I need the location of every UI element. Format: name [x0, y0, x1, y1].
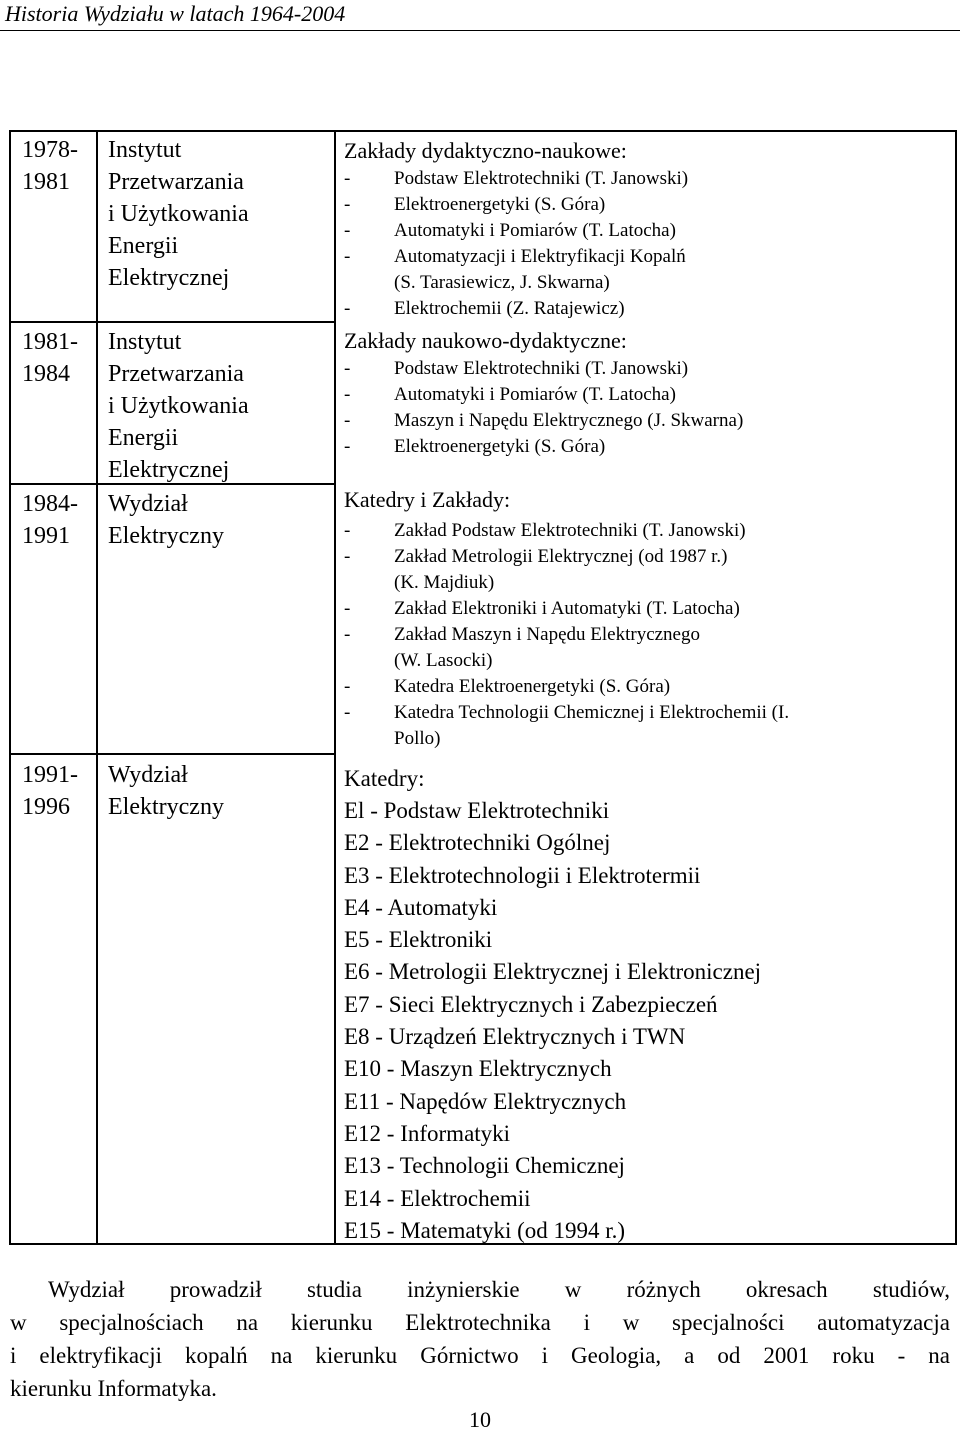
structure-section [344, 485, 944, 752]
list-item-text: Pollo) [394, 728, 441, 749]
list-item [344, 382, 944, 408]
list-dash: - [344, 624, 351, 645]
list-item-text: (S. Tarasiewicz, J. Skwarna) [394, 272, 610, 293]
section-heading: Katedry i Zakłady: [344, 487, 511, 512]
year-line: 1981- [22, 329, 78, 355]
year-line: 1978- [22, 137, 78, 163]
unit-name-line: Elektryczny [108, 794, 224, 820]
list-dash: - [344, 546, 351, 567]
department-line: El - Podstaw Elektrotechniki [344, 798, 610, 823]
list-item-text: Elektroenergetyki (S. Góra) [394, 436, 606, 457]
list-item-text: Automatyki i Pomiarów (T. Latocha) [394, 220, 676, 241]
table-row-divider [9, 321, 336, 323]
list-dash: - [344, 220, 351, 241]
list-item [344, 700, 944, 752]
section-heading: Zakłady naukowo-dydaktyczne: [344, 328, 627, 353]
running-header [0, 0, 960, 31]
year-line: 1991 [22, 523, 70, 549]
unit-name-line: i Użytkowania [108, 393, 249, 419]
list-item-text: Zakład Metrologii Elektrycznej (od 1987 r.) [394, 546, 728, 567]
department-line: E10 - Maszyn Elektrycznych [344, 1056, 612, 1082]
paragraph-line: i elektryfikacji kopalń na kierunku Górnictwo i Geologia, a od 2001 roku - na [10, 1343, 950, 1368]
list-item-text: Katedra Technologii Chemicznej i Elektrochemii (I. [394, 702, 790, 723]
list-item [344, 296, 944, 322]
unit-name-line: Wydział [108, 491, 188, 517]
list-item [344, 244, 944, 296]
structure-section [344, 326, 944, 460]
list-item [344, 518, 944, 544]
unit-name-line: Przetwarzania [108, 169, 244, 195]
department-line: E4 - Automatyki [344, 894, 498, 920]
list-item-text: Zakład Elektroniki i Automatyki (T. Latocha) [394, 598, 740, 619]
unit-name-line: Instytut [108, 329, 182, 355]
section-heading: Katedry: [344, 766, 425, 791]
list-dash: - [344, 410, 351, 431]
structure-section [344, 763, 944, 1247]
department-line: E11 - Napędów Elektrycznych [344, 1088, 627, 1114]
list-item-text: (K. Majdiuk) [394, 572, 495, 593]
list-dash: - [344, 520, 351, 541]
unit-name-line: Przetwarzania [108, 361, 244, 387]
list-item [344, 356, 944, 382]
year-line: 1996 [22, 794, 70, 820]
department-line: E6 - Metrologii Elektrycznej i Elektronicznej [344, 959, 762, 985]
table-row-divider [9, 753, 336, 755]
unit-name-line: Elektrycznej [108, 265, 230, 291]
list-item-text: Maszyn i Napędu Elektrycznego (J. Skwarna) [394, 410, 744, 431]
section-heading: Zakłady dydaktyczno-naukowe: [344, 138, 627, 163]
page-number: 10 [469, 1407, 491, 1432]
list-item [344, 408, 944, 434]
list-item-text: (W. Lasocki) [394, 650, 493, 671]
list-dash: - [344, 436, 351, 457]
list-dash: - [344, 702, 351, 723]
unit-name-line: Elektrycznej [108, 457, 230, 483]
list-item [344, 192, 944, 218]
list-dash: - [344, 168, 351, 189]
list-item-text: Elektrochemii (Z. Ratajewicz) [394, 298, 625, 319]
paragraph-line: Wydział prowadził studia inżynierskie w różnych okresach studiów, [48, 1277, 950, 1302]
year-line: 1991- [22, 762, 78, 788]
table-column-divider [334, 130, 336, 1245]
list-dash: - [344, 246, 351, 267]
period-years [22, 759, 78, 823]
list-item-text: Elektroenergetyki (S. Góra) [394, 194, 606, 215]
unit-name [108, 134, 249, 294]
year-line: 1984- [22, 491, 78, 517]
list-dash: - [344, 298, 351, 319]
list-item [344, 622, 944, 674]
table-column-divider [96, 130, 98, 1245]
list-item-text: Automatyki i Pomiarów (T. Latocha) [394, 384, 676, 405]
list-dash: - [344, 676, 351, 697]
department-line: E15 - Matematyki (od 1994 r.) [344, 1217, 626, 1243]
department-line: E5 - Elektroniki [344, 927, 493, 953]
unit-name [108, 488, 224, 552]
unit-name-line: Wydział [108, 762, 188, 788]
unit-name-line: Instytut [108, 137, 182, 163]
list-item-text: Podstaw Elektrotechniki (T. Janowski) [394, 168, 689, 189]
unit-name-line: Energii [108, 425, 179, 451]
department-line: E7 - Sieci Elektrycznych i Zabezpieczeń [344, 991, 718, 1017]
list-item-text: Automatyzacji i Elektryfikacji Kopalń [394, 246, 686, 267]
paragraph-line: w specjalnościach na kierunku Elektrotechnika i w specjalności automatyzacja [10, 1310, 950, 1335]
list-item [344, 218, 944, 244]
period-years [22, 488, 78, 552]
list-item-text: Zakład Maszyn i Napędu Elektrycznego [394, 624, 700, 645]
paragraph-line: kierunku Informatyka. [10, 1376, 217, 1401]
period-years [22, 134, 78, 198]
list-item-text: Zakład Podstaw Elektrotechniki (T. Janowski) [394, 520, 746, 541]
year-line: 1981 [22, 169, 70, 195]
period-years [22, 326, 78, 390]
list-dash: - [344, 358, 351, 379]
unit-name [108, 326, 249, 486]
department-line: E3 - Elektrotechnologii i Elektrotermii [344, 862, 701, 888]
department-line: E8 - Urządzeń Elektrycznych i TWN [344, 1024, 686, 1050]
unit-name-line: Elektryczny [108, 523, 224, 549]
list-item [344, 544, 944, 596]
unit-name [108, 759, 224, 823]
body-paragraph [10, 1273, 950, 1405]
department-line: E13 - Technologii Chemicznej [344, 1153, 625, 1179]
list-item [344, 166, 944, 192]
list-item [344, 434, 944, 460]
unit-name-line: Energii [108, 233, 179, 259]
header-title: Historia Wydziału w latach 1964-2004 [5, 1, 346, 26]
list-item [344, 674, 944, 700]
department-line: E14 - Elektrochemii [344, 1185, 531, 1211]
list-dash: - [344, 384, 351, 405]
department-line: E12 - Informatyki [344, 1120, 511, 1146]
list-dash: - [344, 598, 351, 619]
unit-name-line: i Użytkowania [108, 201, 249, 227]
list-item [344, 596, 944, 622]
list-dash: - [344, 194, 351, 215]
list-item-text: Podstaw Elektrotechniki (T. Janowski) [394, 358, 689, 379]
list-item-text: Katedra Elektroenergetyki (S. Góra) [394, 676, 671, 697]
structure-section [344, 136, 944, 322]
year-line: 1984 [22, 361, 70, 387]
department-line: E2 - Elektrotechniki Ogólnej [344, 830, 611, 856]
